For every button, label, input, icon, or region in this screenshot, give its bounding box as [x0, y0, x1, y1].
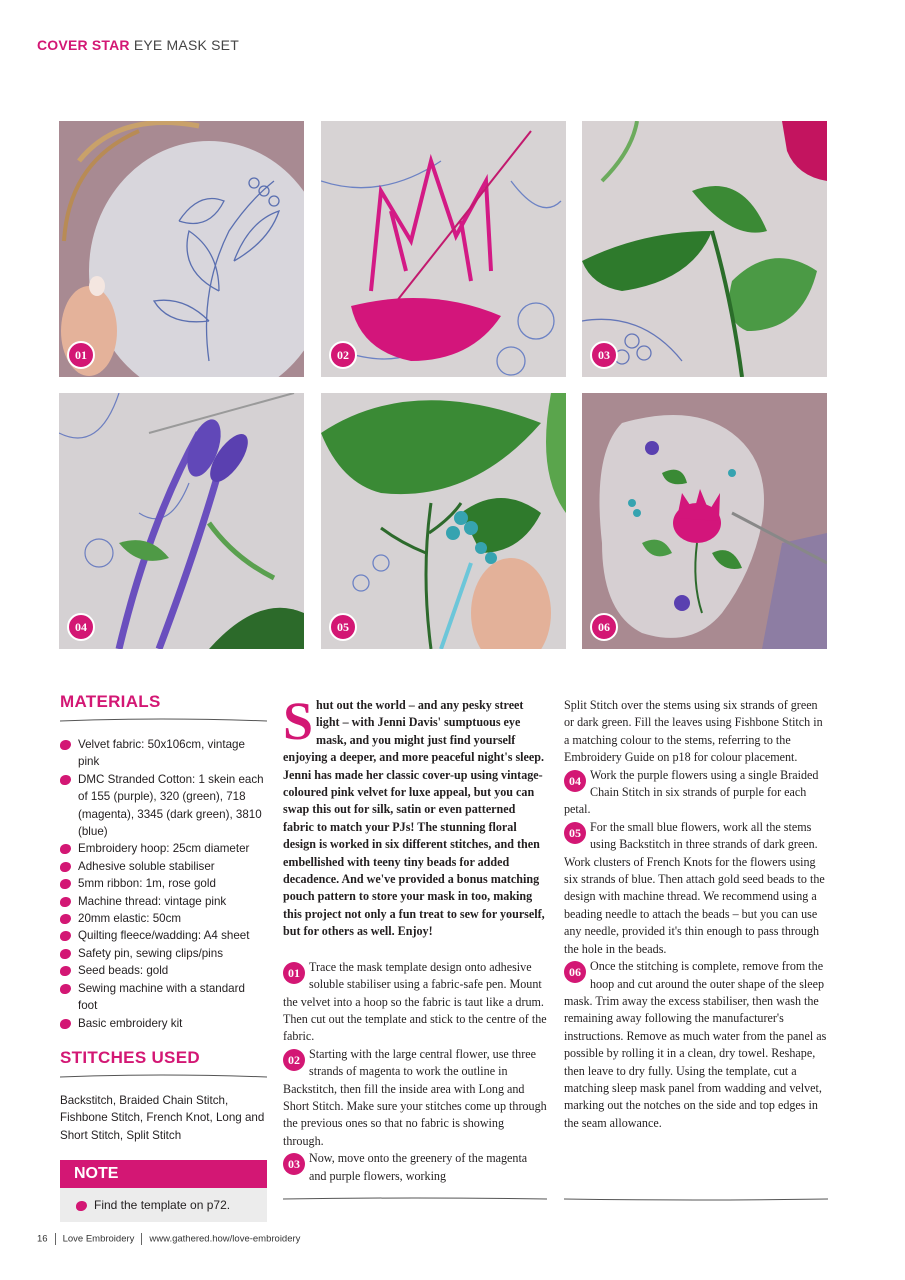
step-01: 01 Trace the mask template design onto adhesive soluble stabiliser using a fabric-safe pen. Mount the velvet into a hoop so the fabric is taut like a drum. Then cut out the template and stick to the centre of the fabric.	[283, 959, 547, 1044]
bullet-icon	[60, 879, 71, 889]
step-badge: 03	[590, 341, 618, 369]
column-end-rule-icon	[283, 1196, 547, 1202]
materials-list	[60, 736, 267, 1032]
magenta-flower-photo-icon	[321, 121, 566, 377]
step-02: 02 Starting with the large central flower, use three strands of magenta to work the outline in Backstitch, then fill the inside area with Long and Short Stitch. Make sure your stitches come up through the previous ones so that no fabric is showing through.	[283, 1046, 547, 1148]
step-05: 05 For the small blue flowers, work all the stems using Backstitch in three strands of dark green. Work clusters of French Knots for the flowers using six strands of blue. Then attach gold seed beads to the design with machine thread. We recommend using a beading needle to attach the beads – but you can use any needle, provided it's thin enough to pass through the hole in the beads.	[564, 819, 825, 956]
divider	[141, 1233, 142, 1245]
step-badge: 02	[329, 341, 357, 369]
step-number: 01	[283, 962, 305, 984]
bullet-icon	[60, 1019, 71, 1029]
note-text: Find the template on p72.	[94, 1198, 231, 1213]
intro-paragraph	[283, 691, 547, 941]
note-box	[60, 1160, 267, 1222]
list-item: Basic embroidery kit	[60, 1015, 267, 1032]
materials-heading: MATERIALS	[60, 692, 161, 711]
sidebar-column	[60, 692, 267, 1222]
step-photo-01	[59, 121, 304, 377]
website-url: www.gathered.how/love-embroidery	[149, 1233, 301, 1245]
step-badge: 06	[590, 613, 618, 641]
page-footer	[37, 1233, 300, 1245]
bullet-icon	[60, 931, 71, 941]
list-item: Machine thread: vintage pink	[60, 893, 267, 910]
list-item: Quilting fleece/wadding: A4 sheet	[60, 927, 267, 944]
bullet-icon	[60, 914, 71, 924]
section-label: COVER STAR	[37, 37, 130, 53]
bullet-icon	[60, 897, 71, 907]
list-item: 5mm ribbon: 1m, rose gold	[60, 875, 267, 892]
bullet-icon	[60, 949, 71, 959]
bullet-icon	[60, 775, 71, 785]
step-number: 05	[564, 822, 586, 844]
step-number: 03	[283, 1153, 305, 1175]
purple-flower-photo-icon	[59, 393, 304, 649]
step-number: 02	[283, 1049, 305, 1071]
list-item: Safety pin, sewing clips/pins	[60, 945, 267, 962]
list-item: Embroidery hoop: 25cm diameter	[60, 840, 267, 857]
stitches-list: Backstitch, Braided Chain Stitch, Fishbone Stitch, French Knot, Long and Short Stitch, Split Stitch	[60, 1093, 265, 1142]
step-number: 04	[564, 770, 586, 792]
list-item: Adhesive soluble stabiliser	[60, 858, 267, 875]
step-photo-04	[59, 393, 304, 649]
wavy-rule-icon	[60, 1071, 267, 1081]
list-item: DMC Stranded Cotton: 1 skein each of 155 (purple), 320 (green), 718 (magenta), 3345 (dark green), 3810 (blue)	[60, 771, 267, 841]
step-badge: 04	[67, 613, 95, 641]
step-photo-03	[582, 121, 827, 377]
bullet-icon	[60, 862, 71, 872]
list-item: Seed beads: gold	[60, 962, 267, 979]
step-03: 03 Now, move onto the greenery of the magenta and purple flowers, working	[283, 1150, 547, 1185]
intro-text: hut out the world – and any pesky street light – with Jenni Davis' sumptuous eye mask, and you might just find yourself enjoying a deeper, and more peaceful night's sleep. Jenni has made her classic cover-up using vintage-coloured pink velvet for luxe appeal, but you can swap this out for silk, satin or even patterned fabric to match your PJs! The stunning floral design is worked in six different stitches, and then embellished with teeny tiny beads for added decadence. And we've provided a bonus matching pouch pattern to store your mask in too, making this project not only a fun treat to sew for yourself, but for others as well. Enjoy!	[283, 698, 545, 939]
hoop-photo-icon	[59, 121, 304, 377]
stitches-heading: STITCHES USED	[60, 1047, 200, 1067]
divider	[55, 1233, 56, 1245]
step-badge: 01	[67, 341, 95, 369]
wavy-rule-icon	[60, 715, 267, 725]
bullet-icon	[60, 966, 71, 976]
magazine-name: Love Embroidery	[62, 1233, 135, 1245]
bullet-icon	[76, 1201, 87, 1211]
step-06: 06 Once the stitching is complete, remove from the hoop and cut around the outer shape of the sleep mask. Trim away the excess stabiliser, then wash the remaining away following the manufacturer's instructions. Remove as much water from the panel as possible by rolling it in a clean, dry towel. Reshape, then leave to dry fully. Using the template, cut a matching sleep mask panel from wadding and velvet, marking out the notches on the side and top edges in the seam allowance.	[564, 959, 827, 1130]
project-title: EYE MASK SET	[133, 37, 239, 53]
page-header	[37, 37, 239, 53]
step-number: 06	[564, 961, 586, 983]
column-end-rule-icon	[564, 1196, 828, 1202]
page-number: 16	[37, 1233, 48, 1245]
step-badge: 05	[329, 613, 357, 641]
body-column-1	[283, 691, 547, 1185]
blue-french-knots-photo-icon	[321, 393, 566, 649]
step-03-continued: Split Stitch over the stems using six strands of green or dark green. Fill the leaves using Fishbone Stitch in a matching colour to the stems, referring to the Embroidery Guide on p18 for colour placement.	[564, 698, 823, 765]
list-item: 20mm elastic: 50cm	[60, 910, 267, 927]
step-photo-06	[582, 393, 827, 649]
drop-cap: S	[283, 691, 314, 751]
note-body	[60, 1188, 267, 1222]
step-photo-02	[321, 121, 566, 377]
bullet-icon	[60, 844, 71, 854]
step-04: 04 Work the purple flowers using a single Braided Chain Stitch in six strands of purple for each petal.	[564, 767, 819, 817]
green-leaves-photo-icon	[582, 121, 827, 377]
bullet-icon	[60, 740, 71, 750]
list-item: Sewing machine with a standard foot	[60, 980, 267, 1015]
note-heading: NOTE	[60, 1160, 267, 1188]
body-column-2	[564, 697, 828, 1132]
step-photo-05	[321, 393, 566, 649]
bullet-icon	[60, 984, 71, 994]
finished-mask-photo-icon	[582, 393, 827, 649]
list-item: Velvet fabric: 50x106cm, vintage pink	[60, 736, 267, 771]
